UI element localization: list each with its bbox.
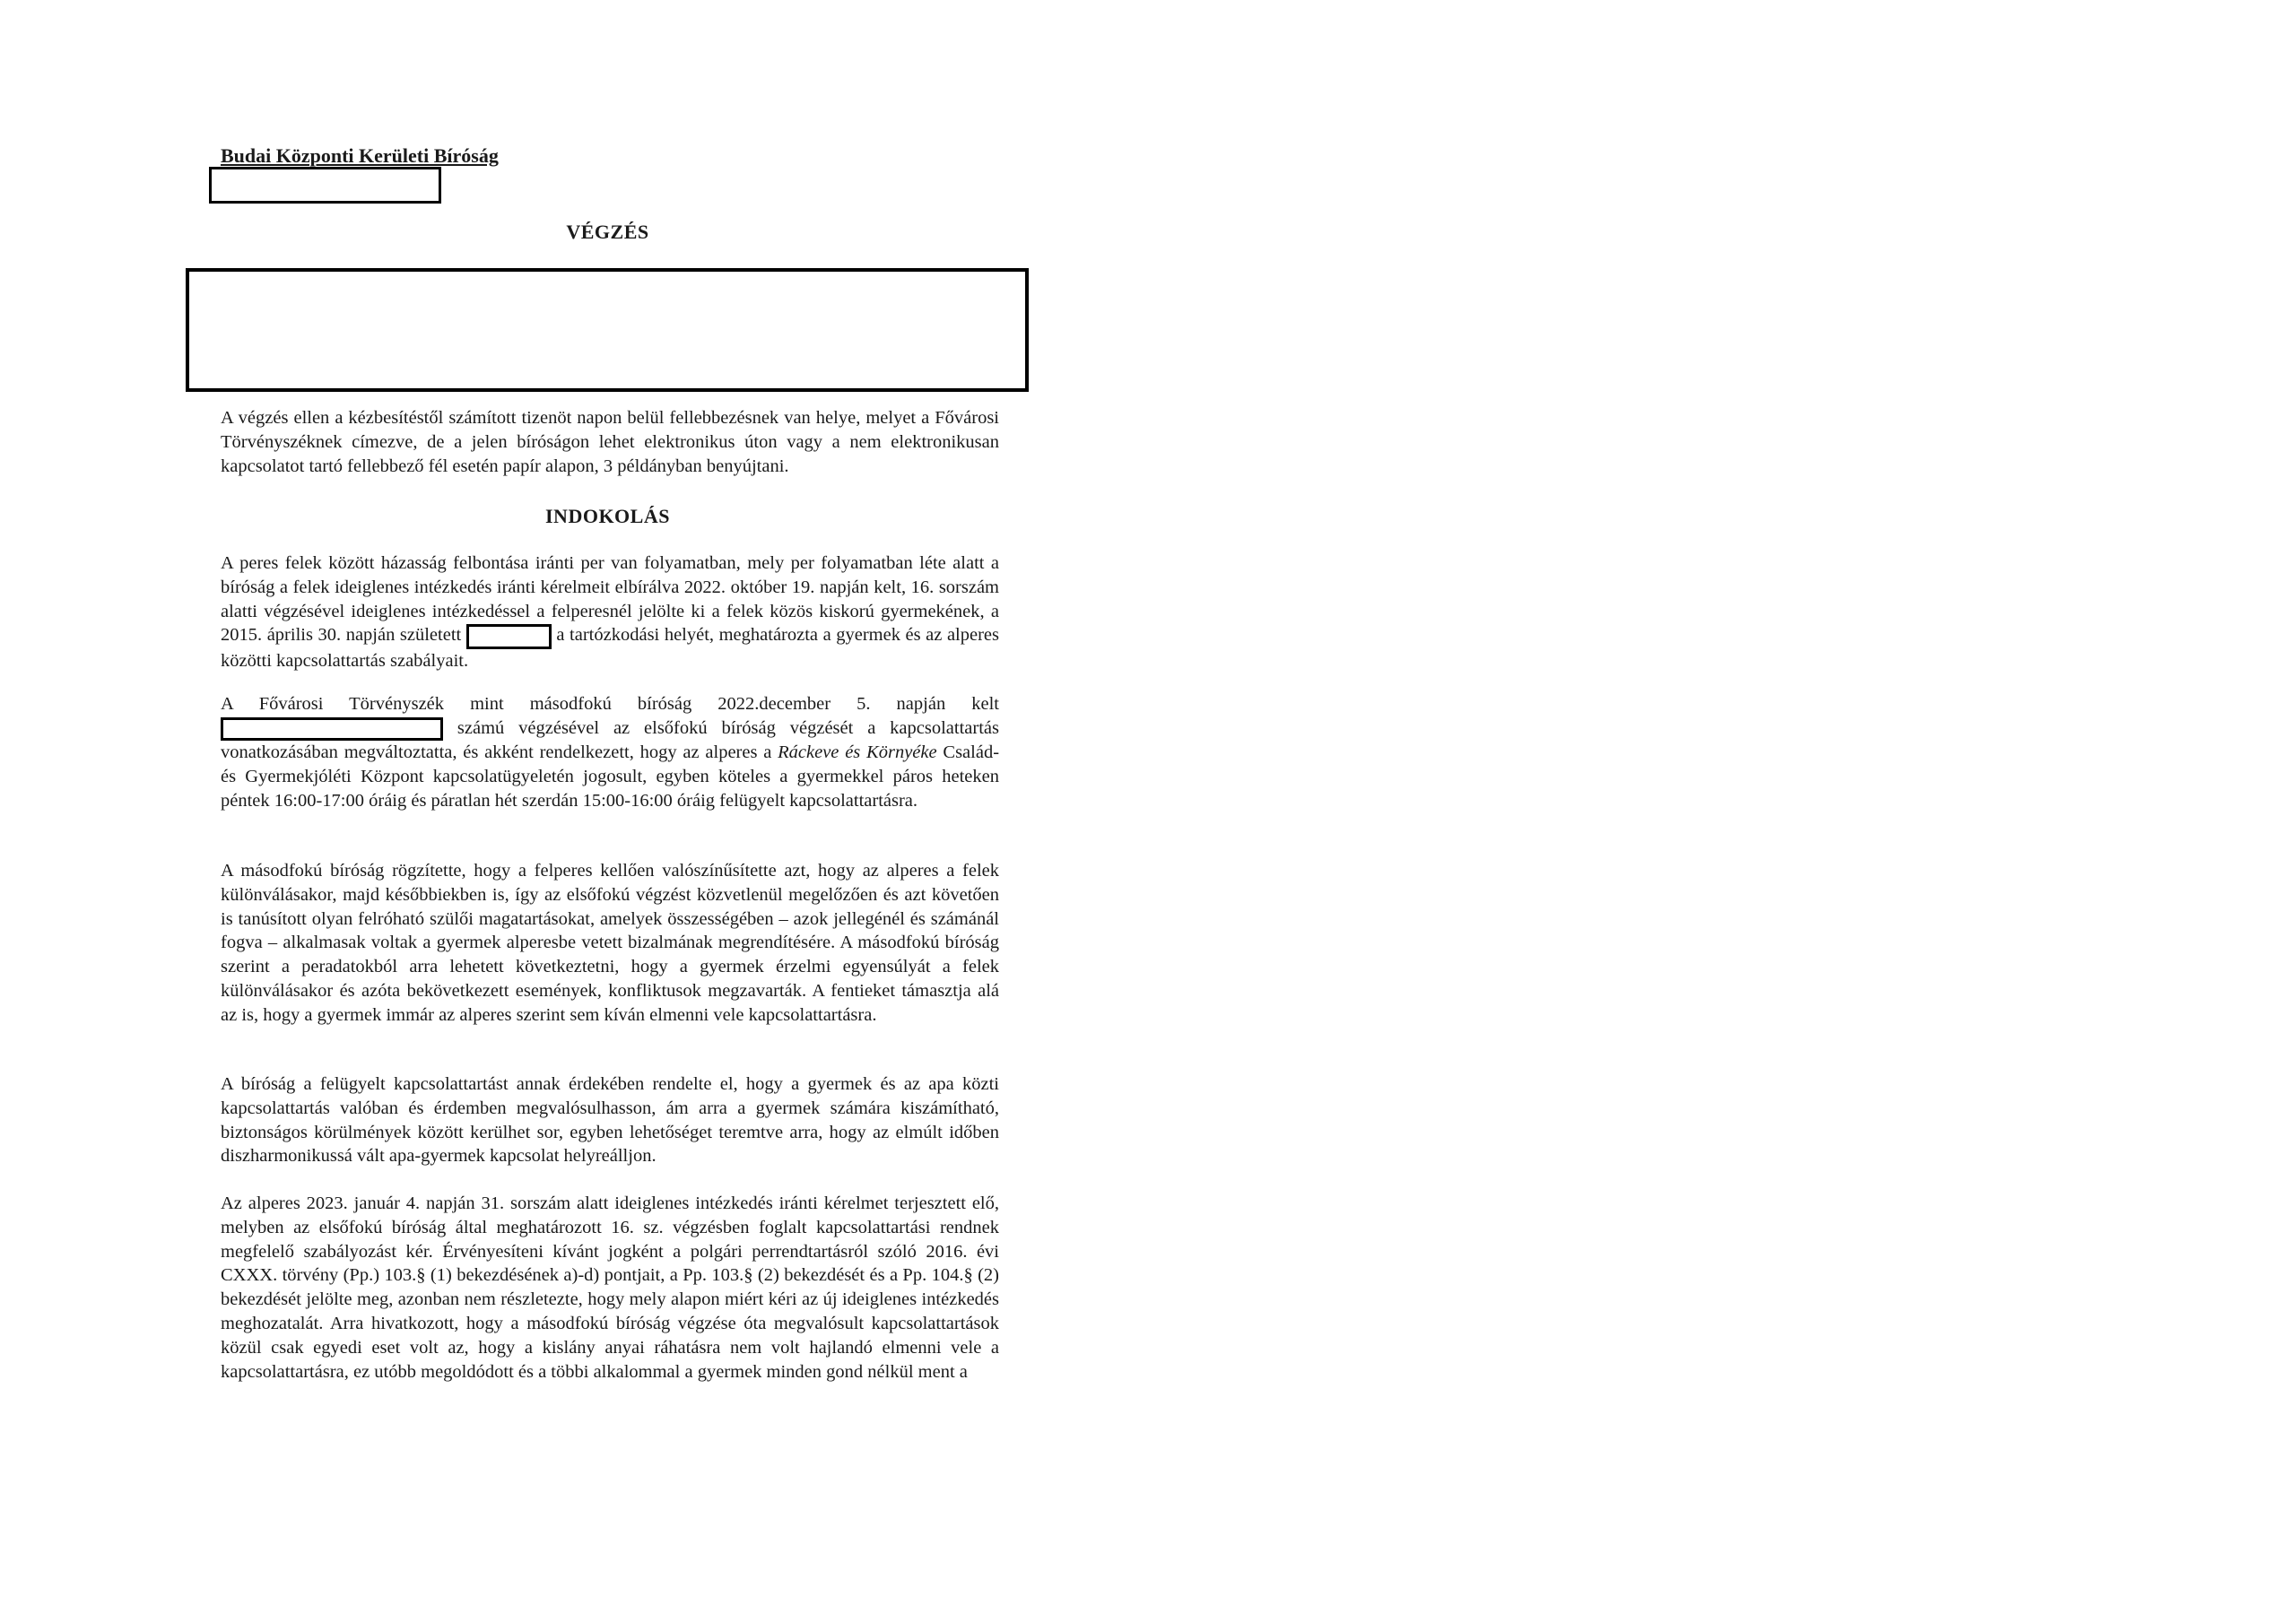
paragraph-2-text-c: Család- és Gyermekjóléti Központ kapcsolatügyeletén jogosult, egyben köteles a gyermekkel páros heteken péntek 16:00-17:00 óráig és páratlan hét szerdán 15:00-16:00 óráig felügyelt kapcsolattartásra.	[221, 742, 1000, 811]
paragraph-4	[221, 1072, 999, 1168]
redacted-child-name	[466, 624, 552, 649]
paragraph-5	[221, 1192, 999, 1384]
paragraph-1-text-a: A peres felek között házasság felbontása iránti per van folyamatban, mely per folyamatban léte alatt a bíróság a felek ideiglenes intézkedés iránti kérelmeit elbírálva 2022. október 19. napján kelt, 16. sorszám alatti végzésével ideiglenes intézkedéssel a felperesnél jelölte ki a felek közös kiskorú gyermekének, a 2015. április 30. napján született	[221, 553, 999, 646]
court-name: Budai Központi Kerületi Bíróság	[221, 144, 499, 167]
paragraph-2-text-b: számú végzésével az elsőfokú bíróság végzését a kapcsolattartás vonatkozásában megváltoztatta, és akként rendelkezett, hogy az alperes a	[221, 717, 999, 763]
paragraph-4-text: A bíróság a felügyelt kapcsolattartást annak érdekében rendelte el, hogy a gyermek és az apa közti kapcsolattartás valóban és érdemben megvalósulhasson, ám arra a gyermek számára kiszámítható, biztonságos körülmények között kerülhet sor, egyben lehetőséget teremtve arra, hogy az elmúlt időben diszharmonikussá vált apa-gyermek kapcsolat helyreálljon.	[221, 1074, 999, 1167]
redacted-second-instance-number	[221, 717, 443, 741]
appeal-notice-text: A végzés ellen a kézbesítéstől számított tizenöt napon belül fellebbezésnek van helye, melyet a Fővárosi Törvényszéknek címezve, de a jelen bíróságon lehet elektronikus úton vagy a nem elektronikusan kapcsolatot tartó fellebbező fél esetén papír alapon, 3 példányban benyújtani.	[221, 408, 999, 476]
paragraph-2	[221, 692, 999, 812]
paragraph-2-text-a: A Fővárosi Törvényszék mint másodfokú bíróság 2022.december 5. napján kelt	[221, 694, 999, 714]
document-title: VÉGZÉS	[566, 221, 649, 243]
paragraph-1	[221, 551, 999, 673]
redacted-ruling-block	[186, 268, 1029, 392]
redacted-case-number	[209, 167, 441, 204]
paragraph-5-text: Az alperes 2023. január 4. napján 31. sorszám alatt ideiglenes intézkedés iránti kérelmet terjesztett elő, melyben az elsőfokú bíróság által meghatározott 16. sz. végzésben foglalt kapcsolattartási rendnek megfelelő szabályozást kér. Érvényesíteni kívánt jogként a polgári perrendtartásról szóló 2016. évi CXXX. törvény (Pp.) 103.§ (1) bekezdésének a)-d) pontjait, a Pp. 103.§ (2) bekezdését és a Pp. 104.§ (2) bekezdését jelölte meg, azonban nem részletezte, hogy mely alapon miért kéri az új ideiglenes intézkedés meghozatalát. Arra hivatkozott, hogy a másodfokú bíróság végzése óta megvalósult kapcsolattartások közül csak egyedi eset volt az, hogy a kislány anyai ráhatásra nem volt hajlandó elmenni vele a kapcsolattartásra, ez utóbb megoldódott és a többi alkalommal a gyermek minden gond nélkül ment a	[221, 1193, 999, 1382]
paragraph-3-text: A másodfokú bíróság rögzítette, hogy a felperes kellően valószínűsítette azt, hogy az alperes a felek különválásakor, majd későbbiekben is, így az elsőfokú végzést közvetlenül megelőzően és azt követően is tanúsított olyan felróható szülői magatartásokat, amelyek összességében – azok jellegénél és számánál fogva – alkalmasak voltak a gyermek alperesbe vetett bizalmának megrendítésére. A másodfokú bíróság szerint a peradatokból arra lehetett következtetni, hogy a gyermek érzelmi egyensúlyát a felek különválásakor és azóta bekövetkezett események, konfliktusok megzavarták. A fentieket támasztja alá az is, hogy a gyermek immár az alperes szerint sem kíván elmenni vele kapcsolattartásra.	[221, 861, 999, 1025]
reasoning-heading: INDOKOLÁS	[545, 505, 670, 527]
paragraph-3	[221, 859, 999, 1028]
paragraph-1-text-b: a tartózkodási helyét, meghatározta a gyermek és az alperes közötti kapcsolattartás szabályait.	[221, 625, 1000, 671]
paragraph-2-italic-place: Ráckeve és Környéke	[778, 742, 937, 763]
appeal-notice	[221, 406, 999, 478]
